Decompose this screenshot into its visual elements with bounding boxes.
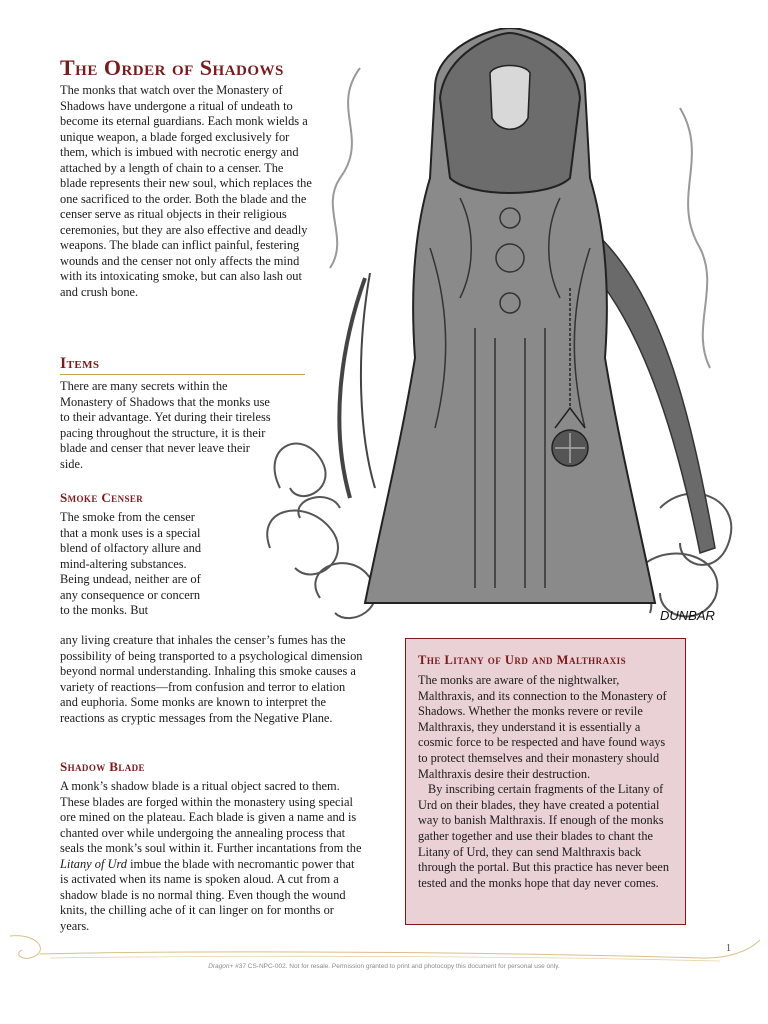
items-paragraph: There are many secrets within the Monastery of Shadows that the monks use to their advantage. Yet during their tireless pacing throughout the structure, it is their blade and censer that never leave their side.: [60, 379, 271, 471]
blade-chain-left: [339, 273, 375, 498]
monk-illustration: [260, 28, 760, 638]
shadow-blade-heading: Shadow Blade: [60, 759, 145, 774]
artist-signature: DUNBAR: [660, 608, 715, 623]
intro-paragraph: The monks that watch over the Monastery of Shadows have undergone a ritual of undeath to become its eternal guardians. Each monk wields a unique weapon, a blade forged exclusively for them, which is imbued with necrotic energy and attached by a length of chain to a censer. The blade represents their new soul, which replaces the one sacrificed to the order. Both the blade and the censer serve as ritual objects in their religious ceremonies, but they are also effective and deadly weapons. The blade can inflict painful, festering wounds and the censer not only affects the mind with its intoxicating smoke, but can also lash out and crush bone.: [60, 83, 312, 299]
mask: [490, 66, 530, 130]
smoke-censer-heading: Smoke Censer: [60, 490, 144, 505]
sidebar-title: The Litany of Urd and Malthraxis: [418, 653, 627, 667]
sidebar-paragraph-1: The monks are aware of the nightwalker, Malthraxis, and its connection to the Monastery of Shadows. Whether the monks revere or revile Malthraxis, they understand it is essentially a cosmic force to be respected and have found ways to protect themselves and their monastery should Malthraxis desire their destruction.: [418, 673, 667, 781]
footer-legal: Dragon+ #37 CS-NPC-002. Not for resale. Permission granted to print and photocopy this document for personal use only.: [208, 963, 560, 970]
litany-sidebar: [405, 638, 686, 925]
items-heading: Items: [60, 355, 100, 372]
page-title: The Order of Shadows: [60, 55, 284, 80]
footer-ornament: [0, 928, 768, 968]
shadow-blade-paragraph: A monk’s shadow blade is a ritual object sacred to them. These blades are forged within the monastery using special ore mined on the plateau. Each blade is given a name and is chanted over while undergoing the annealing process that seals the monk’s soul within it. Further incantations from the Litany of Urd imbue the blade with necromantic power that is activated when its name is spoken aloud. A cut from a shadow blade is no normal thing. Even though the wound knits, the chilling ache of it can linger on for months or years.: [60, 779, 362, 933]
sidebar-paragraph-2: By inscribing certain fragments of the Litany of Urd on their blades, they have created a potential way to banish Malthraxis. If enough of the monks gather together and use their blades to chant the Litany of Urd, they can send Malthraxis back through the portal. But this practice has never been tested and the monks hope that day never comes.: [418, 782, 669, 890]
smoke-censer-paragraph-end: any living creature that inhales the censer’s fumes has the possibility of being transported to a psychological dimension beyond normal understanding. Inhaling this smoke causes a variety of reactions—from confusion and terror to elation and euphoria. Some monks are known to interpret the reactions as cryptic messages from the Negative Plane.: [60, 633, 363, 725]
smoke-censer-paragraph-start: The smoke from the censer that a monk uses is a special blend of olfactory allure and mind-altering substances. Being undead, neither are of any consequence or concern to the monks. But: [60, 510, 202, 617]
page-number: 1: [726, 943, 731, 954]
